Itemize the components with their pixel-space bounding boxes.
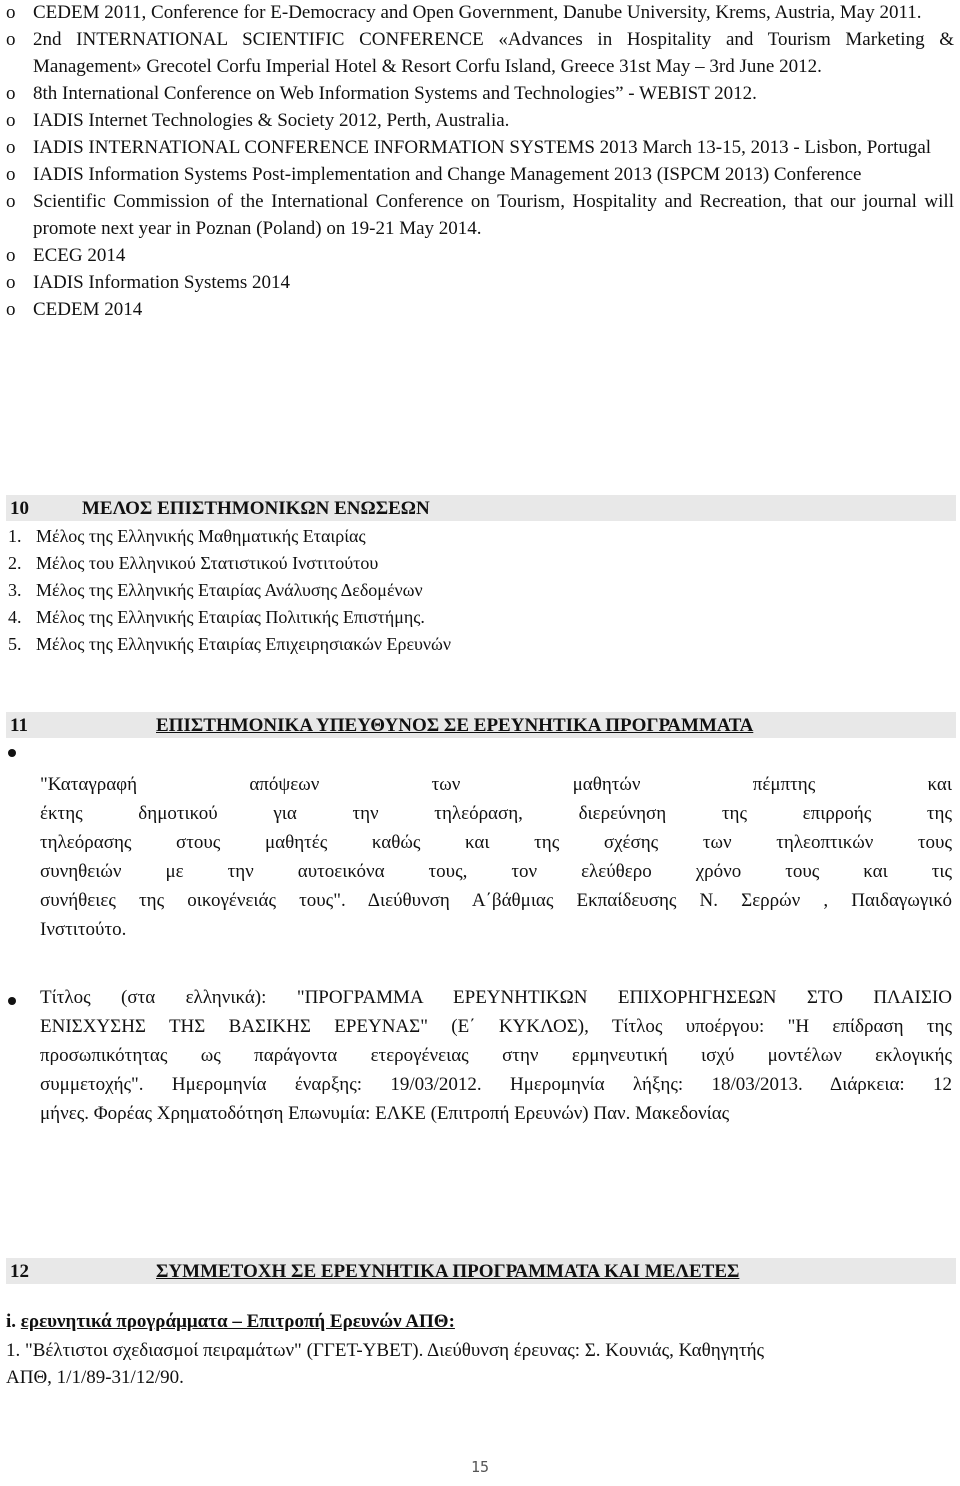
list-bullet: o — [6, 2, 16, 23]
section-12-heading — [6, 1258, 956, 1284]
conference-item — [6, 242, 954, 269]
item-text: Μέλος της Ελληνικής Εταιρίας Ανάλυσης Δεδομένων — [36, 580, 423, 600]
conference-item — [6, 134, 954, 161]
conference-item — [6, 296, 954, 323]
item-number: 3. — [8, 580, 22, 600]
section-number: 10 — [10, 498, 29, 519]
list-bullet: o — [6, 83, 16, 104]
list-item — [6, 523, 906, 550]
conference-text: IADIS Information Systems Post-implementation and Change Management 2013 (ISPCM 2013) Conference — [33, 164, 862, 185]
item-number: 2. — [8, 553, 22, 573]
list-item — [6, 631, 906, 658]
list-bullet: o — [6, 164, 16, 185]
paragraph-line: συνηθειών με την αυτοεικόνα τους, τον ελεύθερο χρόνο τους και τις — [40, 861, 952, 882]
paragraph-line: Τίτλος (στα ελληνικά): "ΠΡΟΓΡΑΜΜΑ ΕΡΕΥΝΗΤΙΚΩΝ ΕΠΙΧΟΡΗΓΗΣΕΩΝ ΣΤΟ ΠΛΑΙΣΙΟ — [40, 987, 952, 1008]
conference-text: 8th International Conference on Web Information Systems and Technologies” - WEBIST 2012. — [33, 83, 757, 104]
conference-text: CEDEM 2014 — [33, 299, 143, 320]
bullet-dot-icon — [8, 749, 16, 757]
item-text: Μέλος της Ελληνικής Εταιρίας Πολιτικής Επιστήμης. — [36, 607, 425, 627]
conference-item — [6, 161, 954, 188]
section-number: 11 — [10, 715, 28, 736]
membership-list — [6, 523, 906, 658]
section-title: ΜΕΛΟΣ ΕΠΙΣΤΗΜΟΝΙΚΩΝ ΕΝΩΣΕΩΝ — [82, 498, 430, 519]
conference-item — [6, 0, 954, 26]
item-number: 4. — [8, 607, 22, 627]
list-bullet: o — [6, 29, 16, 50]
subheading-text: ερευνητικά προγράμματα – Επιτροπή Ερευνών ΑΠΘ: — [20, 1311, 455, 1332]
paragraph-line: συνήθειες της οικογένειάς τους". Διεύθυνση Α΄βάθμιας Εκπαίδευσης Ν. Σερρών , Παιδαγωγικό — [40, 890, 952, 911]
section-10-heading — [6, 495, 956, 521]
list-item — [6, 604, 906, 631]
conference-text: IADIS INTERNATIONAL CONFERENCE INFORMATION SYSTEMS 2013 March 13-15, 2013 - Lisbon, Portugal — [33, 137, 932, 158]
subheading-prefix: i. — [6, 1311, 21, 1332]
list-item — [6, 577, 906, 604]
project-2-paragraph — [40, 983, 952, 1128]
conference-list — [6, 0, 954, 323]
item-text: Μέλος του Ελληνικού Στατιστικού Ινστιτούτου — [36, 553, 379, 573]
conference-item — [6, 188, 954, 242]
paragraph-line: "Καταγραφή απόψεων των μαθητών πέμπτης και — [40, 774, 952, 795]
paragraph-line: Ινστιτούτο. — [40, 919, 127, 940]
item-number: 5. — [8, 634, 22, 654]
item-text: Μέλος της Ελληνικής Εταιρίας Επιχειρησιακών Ερευνών — [36, 634, 452, 654]
conference-text: Scientific Commission of the International Conference on Tourism, Hospitality and Recreation, that our journal will promote next year in Poznan (Poland) on 19-21 May 2014. — [33, 191, 954, 239]
bullet-dot-icon — [8, 997, 16, 1005]
conference-item — [6, 26, 954, 80]
subheading — [6, 1311, 455, 1333]
item-text: Μέλος της Ελληνικής Μαθηματικής Εταιρίας — [36, 526, 366, 546]
conference-text: ECEG 2014 — [33, 245, 126, 266]
section-title: ΣΥΜΜΕΤΟΧΗ ΣΕ ΕΡΕΥΝΗΤΙΚΑ ΠΡΟΓΡΑΜΜΑΤΑ ΚΑΙ ΜΕΛΕΤΕΣ — [156, 1261, 740, 1282]
conference-text: CEDEM 2011, Conference for E-Democracy and Open Government, Danube University, Krems, Austria, May 2011. — [33, 2, 922, 23]
paragraph-line: προσωπικότητας ως παράγοντα ετερογένειας στην ερμηνευτική ισχύ μοντέλων εκλογικής — [40, 1045, 952, 1066]
paragraph-line: τηλεόρασης στους μαθητές καθώς και της σχέσης των τηλεοπτικών τους — [40, 832, 952, 853]
section-11-heading — [6, 712, 956, 738]
item-number: 1. — [8, 526, 22, 546]
project-1-paragraph — [40, 770, 952, 944]
paragraph-line: ΕΝΙΣΧΥΣΗΣ ΤΗΣ ΒΑΣΙΚΗΣ ΕΡΕΥΝΑΣ" (Ε΄ ΚΥΚΛΟΣ), Τίτλος υποέργου: "Η επίδραση της — [40, 1016, 952, 1037]
list-bullet: o — [6, 272, 16, 293]
list-bullet: o — [6, 110, 16, 131]
study-line: ΑΠΘ, 1/1/89-31/12/90. — [6, 1367, 184, 1388]
page-number: 15 — [470, 1458, 490, 1476]
study-entry — [6, 1337, 954, 1391]
section-title: ΕΠΙΣΤΗΜΟΝΙΚΑ ΥΠΕΥΘΥΝΟΣ ΣΕ ΕΡΕΥΝΗΤΙΚΑ ΠΡΟΓΡΑΜΜΑΤΑ — [156, 715, 754, 736]
conference-text: IADIS Information Systems 2014 — [33, 272, 291, 293]
section-number: 12 — [10, 1261, 29, 1282]
paragraph-line: μήνες. Φορέας Χρηματοδότηση Επωνυμία: ΕΛΚΕ (Επιτροπή Ερευνών) Παν. Μακεδονίας — [40, 1103, 730, 1124]
list-bullet: o — [6, 191, 16, 212]
list-bullet: o — [6, 245, 16, 266]
conference-text: IADIS Internet Technologies & Society 2012, Perth, Australia. — [33, 110, 510, 131]
list-bullet: o — [6, 137, 16, 158]
paragraph-line: έκτης δημοτικού για την τηλεόραση, διερεύνηση της επιρροής της — [40, 803, 952, 824]
study-line: 1. "Βέλτιστοι σχεδιασμοί πειραμάτων" (ΓΓΕΤ-ΥΒΕΤ). Διεύθυνση έρευνας: Σ. Κουνιάς, Καθηγητής — [6, 1340, 765, 1361]
conference-item — [6, 80, 954, 107]
paragraph-line: συμμετοχής". Ημερομηνία έναρξης: 19/03/2012. Ημερομηνία λήξης: 18/03/2013. Διάρκεια: 12 — [40, 1074, 952, 1095]
conference-item — [6, 269, 954, 296]
conference-item — [6, 107, 954, 134]
list-bullet: o — [6, 299, 16, 320]
list-item — [6, 550, 906, 577]
conference-text: 2nd INTERNATIONAL SCIENTIFIC CONFERENCE «Advances in Hospitality and Tourism Marketing & Management» Grecotel Corfu Imperial Hotel & Resort Corfu Island, Greece 31st May – 3rd June 2012. — [33, 29, 954, 77]
